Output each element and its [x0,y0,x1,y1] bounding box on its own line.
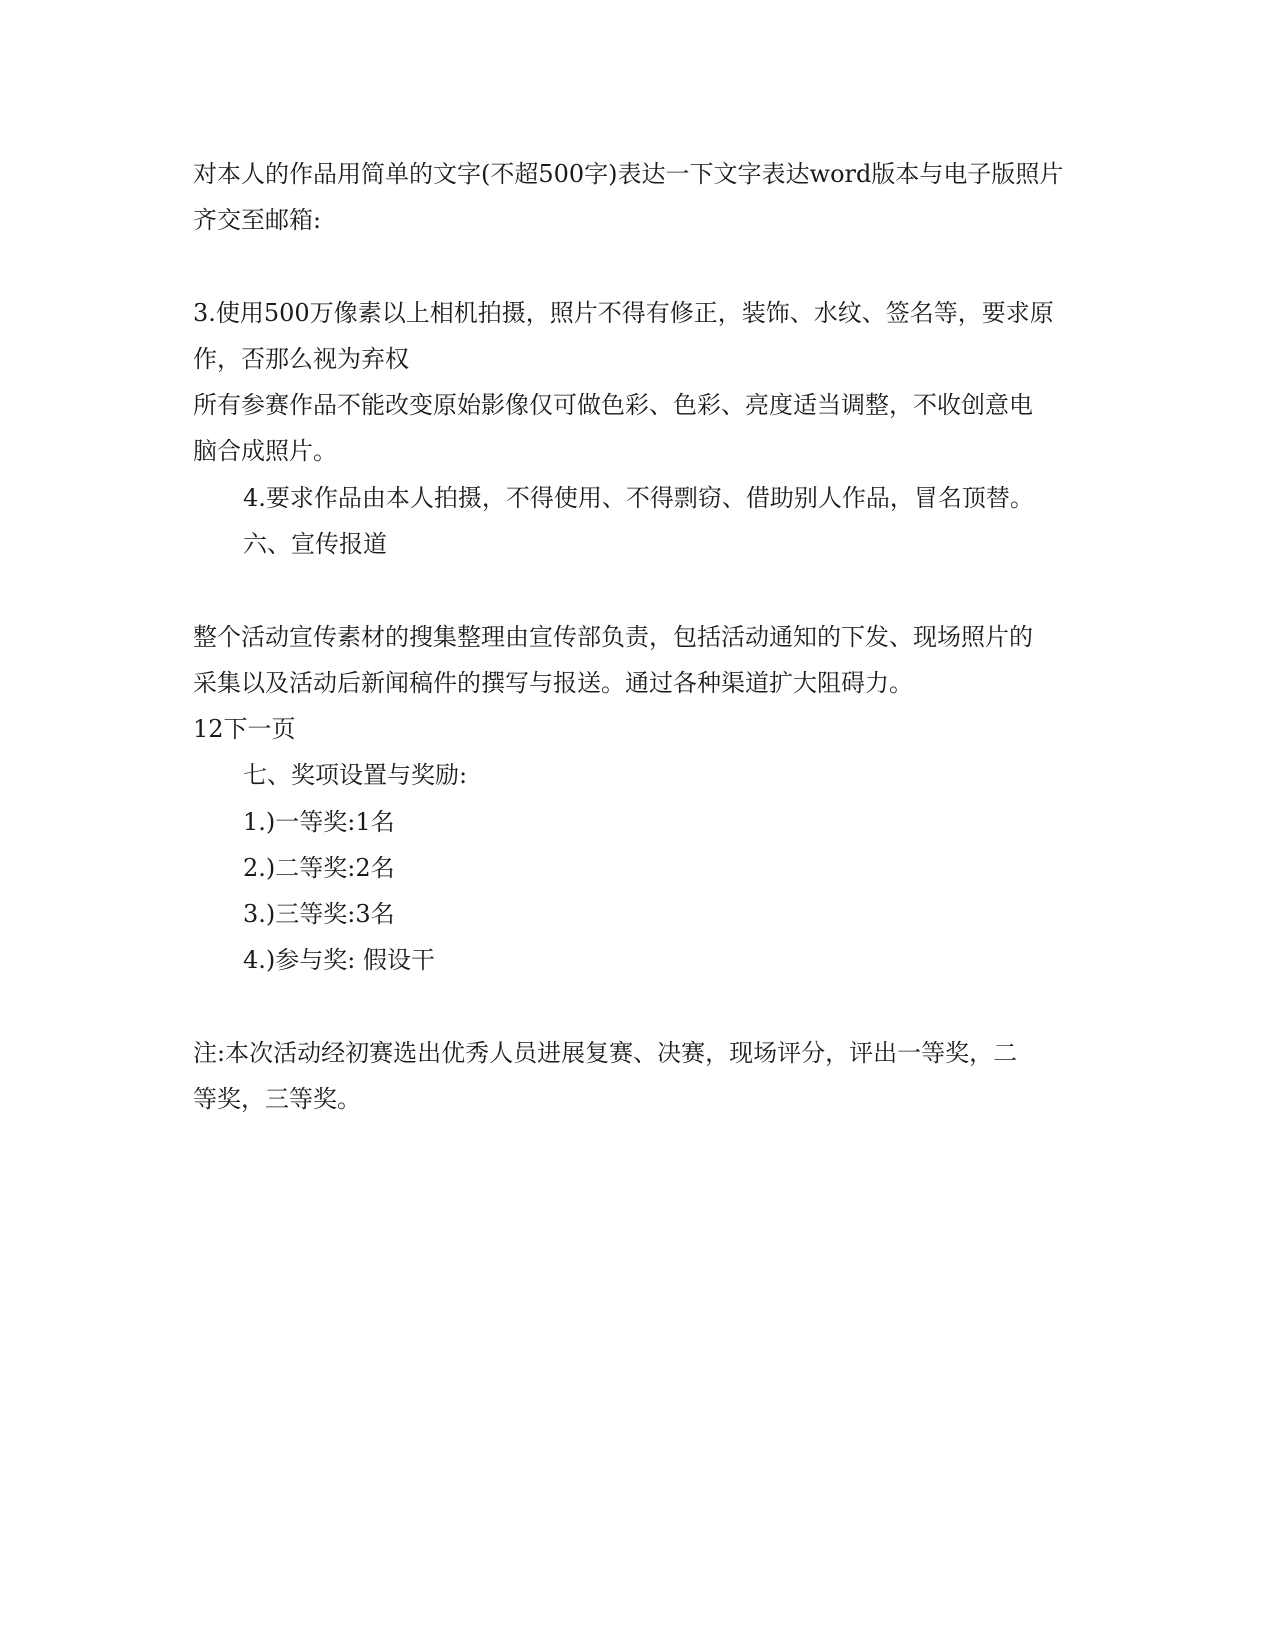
note-line: 等奖，三等奖。 [193,1085,361,1113]
paragraph-line: 脑合成照片。 [193,437,337,465]
section-heading: 六、宣传报道 [243,530,387,558]
paragraph-line: 4.要求作品由本人拍摄，不得使用、不得剽窃、借助别人作品，冒名顶替。 [243,484,1034,512]
paragraph-line: 所有参赛作品不能改变原始影像仅可做色彩、色彩、亮度适当调整，不收创意电 [193,391,1033,419]
paragraph-line: 3.使用500万像素以上相机拍摄，照片不得有修正，装饰、水纹、签名等，要求原 [193,299,1054,327]
list-item: 1.)一等奖:1名 [243,808,395,836]
paragraph-line: 对本人的作品用简单的文字(不超500字)表达一下文字表达word版本与电子版照片 [193,160,1064,188]
note-line: 注:本次活动经初赛选出优秀人员进展复赛、决赛，现场评分，评出一等奖，二 [193,1039,1018,1067]
paragraph-line: 作，否那么视为弃权 [193,345,409,373]
list-item: 3.)三等奖:3名 [243,900,395,928]
page-nav-text: 12下一页 [193,715,296,743]
paragraph-line: 采集以及活动后新闻稿件的撰写与报送。通过各种渠道扩大阻碍力。 [193,669,913,697]
list-item: 4.)参与奖: 假设干 [243,946,435,974]
paragraph-line: 齐交至邮箱: [193,206,322,234]
section-heading: 七、奖项设置与奖励: [243,761,468,789]
list-item: 2.)二等奖:2名 [243,854,395,882]
paragraph-line: 整个活动宣传素材的搜集整理由宣传部负责，包括活动通知的下发、现场照片的 [193,623,1033,651]
